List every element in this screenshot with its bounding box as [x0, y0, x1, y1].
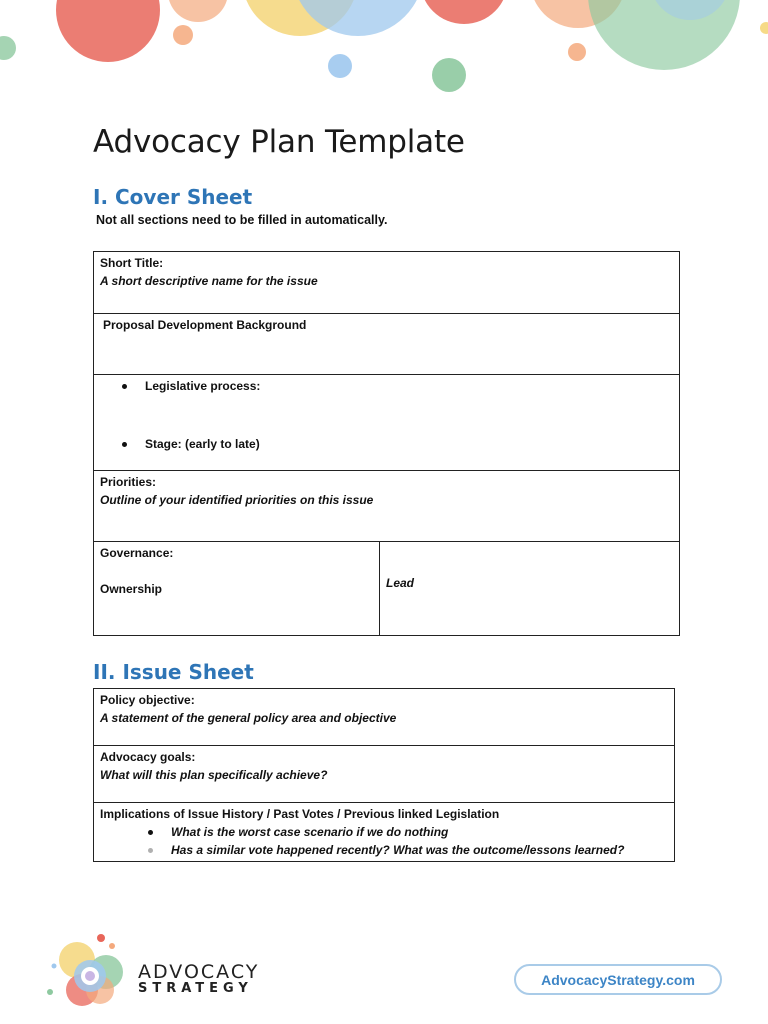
decorative-circles-banner	[0, 0, 768, 110]
short-title-label: Short Title:	[100, 256, 164, 270]
governance-label: Governance:	[100, 546, 174, 560]
policy-objective-hint: A statement of the general policy area and objective	[100, 711, 397, 725]
implications-bullet-text: What is the worst case scenario if we do nothing	[171, 825, 449, 839]
cover-sheet-table	[93, 251, 680, 636]
implications-bullet	[148, 843, 668, 857]
bullet-icon	[148, 848, 153, 853]
lead-label: Lead	[386, 576, 415, 590]
implications-label: Implications of Issue History / Past Votes / Previous linked Legislation	[100, 807, 500, 821]
legislative-row	[94, 375, 680, 471]
cover-sheet-note: Not all sections need to be filled in automatically.	[96, 213, 388, 227]
priorities-row	[94, 471, 680, 542]
cover-sheet-heading: I. Cover Sheet	[93, 185, 253, 209]
priorities-cell[interactable]	[94, 471, 680, 542]
website-link[interactable]: AdvocacyStrategy.com	[514, 964, 722, 995]
policy-objective-cell[interactable]	[94, 689, 675, 746]
background-label: Proposal Development Background	[103, 318, 307, 332]
issue-sheet-table	[93, 688, 675, 862]
advocacy-goals-hint: What will this plan specifically achieve?	[100, 768, 328, 782]
legislative-process-item	[122, 379, 673, 393]
bullet-icon	[122, 384, 127, 389]
advocacy-goals-cell[interactable]	[94, 746, 675, 803]
advocacy-goals-label: Advocacy goals:	[100, 750, 196, 764]
short-title-hint: A short descriptive name for the issue	[100, 274, 318, 288]
advocacy-strategy-logo-icon	[44, 930, 134, 1014]
brand-line-2: STRATEGY	[138, 981, 253, 996]
implications-bullet-text: Has a similar vote happened recently? What was the outcome/lessons learned?	[171, 843, 625, 857]
implications-row	[94, 803, 675, 862]
governance-row	[94, 542, 680, 636]
policy-objective-label: Policy objective:	[100, 693, 195, 707]
policy-objective-row	[94, 689, 675, 746]
legislative-process-label: Legislative process:	[145, 379, 261, 393]
implications-bullet	[148, 825, 668, 839]
short-title-row	[94, 252, 680, 314]
short-title-cell[interactable]	[94, 252, 680, 314]
priorities-label: Priorities:	[100, 475, 157, 489]
issue-sheet-heading: II. Issue Sheet	[93, 660, 254, 684]
advocacy-goals-row	[94, 746, 675, 803]
background-cell[interactable]	[94, 314, 680, 375]
ownership-label: Ownership	[100, 582, 163, 596]
brand-wordmark	[138, 962, 259, 996]
brand-line-1: ADVOCACY	[138, 961, 260, 983]
stage-label: Stage: (early to late)	[145, 437, 260, 451]
bullet-icon	[122, 442, 127, 447]
governance-ownership-cell[interactable]	[94, 542, 380, 636]
background-row	[94, 314, 680, 375]
bullet-icon	[148, 830, 153, 835]
stage-item	[122, 437, 673, 451]
page-title: Advocacy Plan Template	[93, 124, 465, 160]
legislative-cell[interactable]	[94, 375, 680, 471]
implications-cell[interactable]	[94, 803, 675, 862]
lead-cell[interactable]	[380, 542, 680, 636]
priorities-hint: Outline of your identified priorities on this issue	[100, 493, 374, 507]
